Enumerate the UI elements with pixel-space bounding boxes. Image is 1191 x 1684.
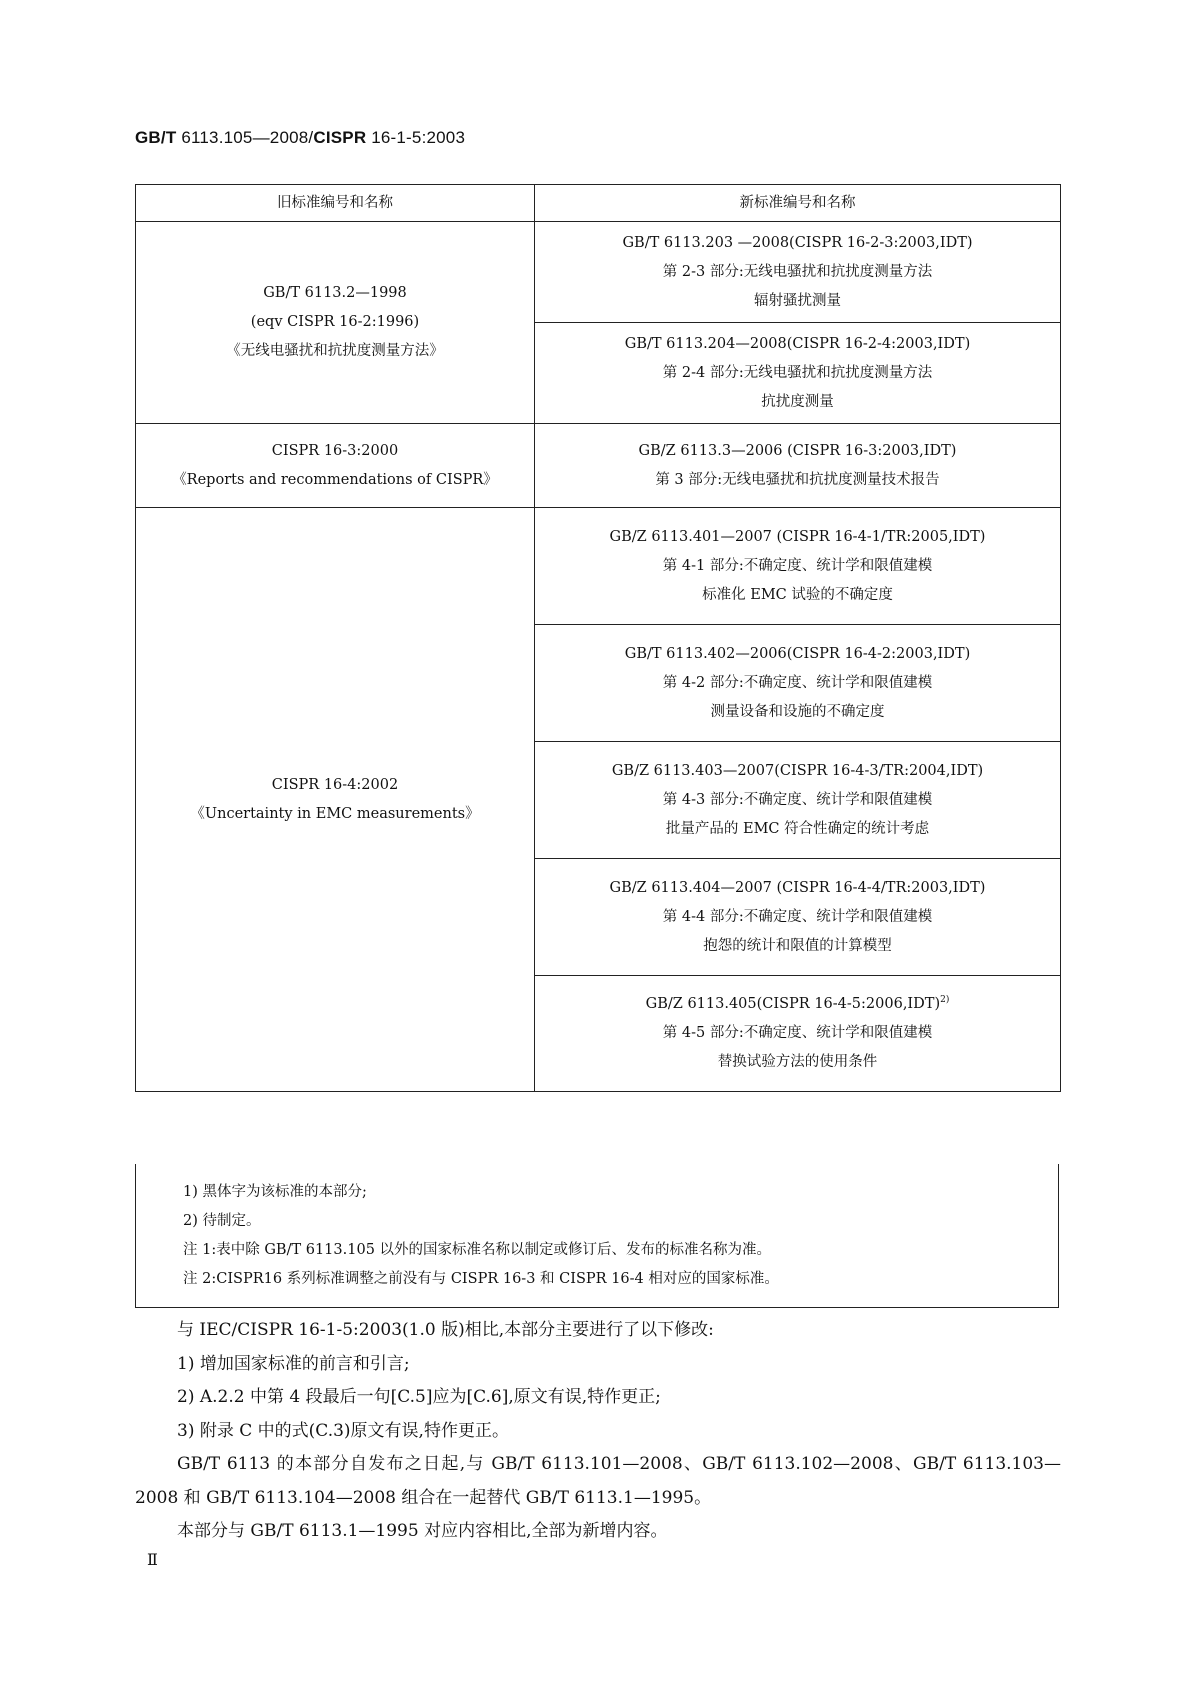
new-standard-line: GB/T 6113.402—2006(CISPR 16-4-2:2003,IDT) xyxy=(624,645,971,662)
body-intro: 与 IEC/CISPR 16-1-5:2003(1.0 版)相比,本部分主要进行了以下修改: xyxy=(177,1320,714,1340)
old-standard-line: 《Reports and recommendations of CISPR》 xyxy=(172,471,498,488)
new-standard-line: 第 2-3 部分:无线电骚扰和抗扰度测量方法 xyxy=(662,263,933,280)
header-code-prefix: GB/T xyxy=(135,128,177,147)
new-standard-line: GB/Z 6113.401—2007 (CISPR 16-4-1/TR:2005,IDT) xyxy=(609,528,986,545)
new-standard-line: 标准化 EMC 试验的不确定度 xyxy=(702,586,893,603)
new-standard-cell xyxy=(535,508,1061,625)
new-standard-line: 第 4-1 部分:不确定度、统计学和限值建模 xyxy=(662,557,933,574)
new-standard-cell xyxy=(535,742,1061,859)
footnote-mark: 2) xyxy=(940,995,950,1006)
old-standard-line: CISPR 16-3:2000 xyxy=(271,442,399,459)
old-standard-cell xyxy=(136,222,535,424)
new-standard-line: 第 4-5 部分:不确定度、统计学和限值建模 xyxy=(662,1025,933,1041)
header-code-cispr: CISPR xyxy=(313,128,367,147)
new-standard-line: 第 4-3 部分:不确定度、统计学和限值建模 xyxy=(662,791,933,808)
footnote-1: 1) 黑体字为该标准的本部分; xyxy=(183,1184,367,1200)
old-standard-line: 《无线电骚扰和抗扰度测量方法》 xyxy=(226,343,444,359)
body-text xyxy=(135,1314,1061,1549)
new-standard-line: 第 4-2 部分:不确定度、统计学和限值建模 xyxy=(662,674,933,691)
body-item-2: 2) A.2.2 中第 4 段最后一句[C.5]应为[C.6],原文有误,特作更正; xyxy=(177,1387,661,1407)
old-standard-cell xyxy=(136,424,535,508)
body-comparison-paragraph: 本部分与 GB/T 6113.1—1995 对应内容相比,全部为新增内容。 xyxy=(177,1521,668,1541)
table-header-row xyxy=(136,185,1061,222)
page-number: Ⅱ xyxy=(147,1550,158,1569)
new-standard-cell xyxy=(535,222,1061,323)
new-standard-cell xyxy=(535,625,1061,742)
page-header xyxy=(135,128,465,148)
new-standard-line xyxy=(541,990,1054,1019)
old-standard-line: (eqv CISPR 16-2:1996) xyxy=(250,314,420,330)
body-item-3: 3) 附录 C 中的式(C.3)原文有误,特作更正。 xyxy=(177,1420,509,1441)
new-standard-cell xyxy=(535,424,1061,508)
col-header-old: 旧标准编号和名称 xyxy=(136,185,535,222)
header-code-mid: 6113.105—2008/ xyxy=(176,128,314,147)
standards-table xyxy=(135,184,1061,1092)
new-standard-code: GB/Z 6113.405(CISPR 16-4-5:2006,IDT) xyxy=(645,996,941,1012)
new-standard-line: 批量产品的 EMC 符合性确定的统计考虑 xyxy=(665,820,930,837)
note-1: 注 1:表中除 GB/T 6113.105 以外的国家标准名称以制定或修订后、发布的标准名称为准。 xyxy=(183,1242,772,1258)
new-standard-line: 抱怨的统计和限值的计算模型 xyxy=(703,937,892,954)
new-standard-line: 第 3 部分:无线电骚扰和抗扰度测量技术报告 xyxy=(655,471,940,488)
header-code-suffix: 16-1-5:2003 xyxy=(366,128,466,147)
table-notes xyxy=(135,1164,1059,1308)
new-standard-cell xyxy=(535,323,1061,424)
old-standard-line: GB/T 6113.2—1998 xyxy=(263,285,407,301)
table-row xyxy=(136,424,1061,508)
note-2: 注 2:CISPR16 系列标准调整之前没有与 CISPR 16-3 和 CISPR 16-4 相对应的国家标准。 xyxy=(183,1271,779,1287)
new-standard-line: 第 4-4 部分:不确定度、统计学和限值建模 xyxy=(662,908,933,925)
old-standard-line: 《Uncertainty in EMC measurements》 xyxy=(190,805,480,822)
new-standard-line: 测量设备和设施的不确定度 xyxy=(710,703,885,720)
footnote-2: 2) 待制定。 xyxy=(183,1213,261,1229)
new-standard-line: GB/T 6113.203 —2008(CISPR 16-2-3:2003,IDT) xyxy=(622,234,973,251)
new-standard-line: GB/Z 6113.403—2007(CISPR 16-4-3/TR:2004,IDT) xyxy=(611,762,984,779)
new-standard-line: 辐射骚扰测量 xyxy=(754,292,841,309)
new-standard-cell xyxy=(535,976,1061,1092)
table-row xyxy=(136,508,1061,625)
new-standard-line: 抗扰度测量 xyxy=(761,393,834,410)
new-standard-line: GB/T 6113.204—2008(CISPR 16-2-4:2003,IDT) xyxy=(624,335,971,352)
body-replacement-paragraph: GB/T 6113 的本部分自发布之日起,与 GB/T 6113.101—2008、GB/T 6113.102—2008、GB/T 6113.103—2008 和 GB/T 6113.104—2008 组合在一起替代 GB/T 6113.1—1995。 xyxy=(135,1454,1061,1508)
old-standard-line: CISPR 16-4:2002 xyxy=(271,776,399,793)
new-standard-line: GB/Z 6113.404—2007 (CISPR 16-4-4/TR:2003,IDT) xyxy=(609,879,986,896)
body-item-1: 1) 增加国家标准的前言和引言; xyxy=(177,1353,410,1374)
old-standard-cell xyxy=(136,508,535,1092)
col-header-new: 新标准编号和名称 xyxy=(535,185,1061,222)
table-row xyxy=(136,222,1061,323)
new-standard-line: GB/Z 6113.3—2006 (CISPR 16-3:2003,IDT) xyxy=(638,442,957,459)
new-standard-line: 第 2-4 部分:无线电骚扰和抗扰度测量方法 xyxy=(662,364,933,381)
new-standard-line: 替换试验方法的使用条件 xyxy=(717,1054,878,1070)
new-standard-cell xyxy=(535,859,1061,976)
